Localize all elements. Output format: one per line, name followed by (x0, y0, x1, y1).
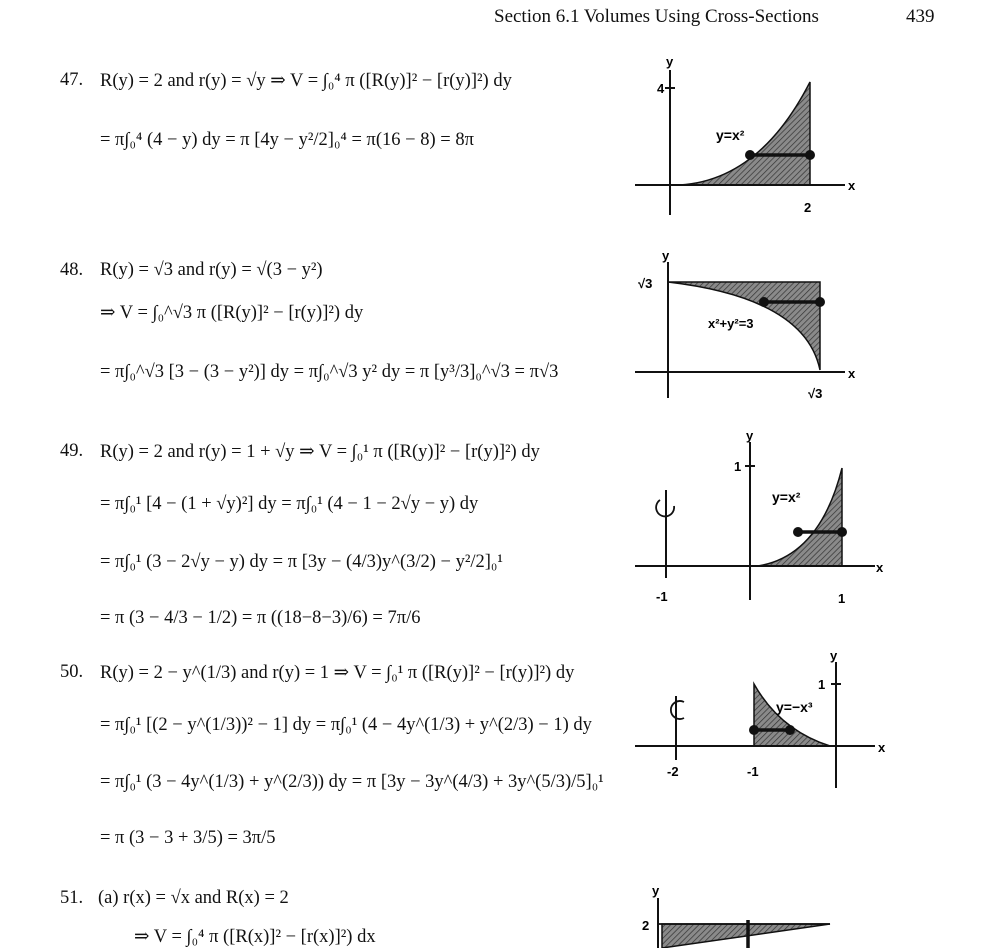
y-axis-label: y (830, 648, 838, 663)
x-tick-label-left: -1 (656, 589, 668, 604)
solution-line: = π (3 − 4/3 − 1/2) = π ((18−8−3)/6) = 7π/6 (100, 608, 421, 628)
y-axis-label: y (652, 883, 660, 898)
x-tick-label: 2 (804, 200, 812, 215)
solution-line: R(y) = 2 and r(y) = 1 + √y ⇒ V = ∫₀¹ π ([R(y)]² − [r(y)]²) dy (100, 442, 540, 462)
solution-line: = π∫₀¹ (3 − 4y^(1/3) + y^(2/3)) dy = π [3y − 3y^(4/3) + 3y^(5/3)/5]₀¹ (100, 772, 604, 792)
problem-number: 51. (60, 888, 84, 908)
page-header (0, 6, 1000, 32)
x-axis-label: x (878, 740, 886, 755)
x-tick-label: 1 (838, 591, 846, 606)
solution-line: ⇒ V = ∫₀⁴ π ([R(x)]² − [r(x)]²) dx (134, 927, 376, 947)
shaded-region (754, 684, 830, 746)
figure-51 (630, 880, 870, 948)
problem-number: 49. (60, 441, 84, 461)
y-tick-label: 1 (734, 459, 742, 474)
y-axis-label: y (666, 54, 674, 69)
x-axis-label: x (848, 366, 856, 381)
solution-line: (a) r(x) = √x and R(x) = 2 (98, 888, 289, 908)
y-axis-label: y (746, 428, 754, 443)
solution-line: = π (3 − 3 + 3/5) = 3π/5 (100, 828, 276, 848)
section-title: Section 6.1 Volumes Using Cross-Sections (494, 6, 819, 27)
solution-line: = π∫₀¹ (3 − 2√y − y) dy = π [3y − (4/3)y^(3/2) − y²/2]₀¹ (100, 552, 503, 572)
solution-line: = π∫₀¹ [4 − (1 + √y)²] dy = π∫₀¹ (4 − 1 − 2√y − y) dy (100, 494, 479, 514)
figure-50 (630, 648, 890, 798)
x-axis-label: x (848, 178, 856, 193)
solution-line: = π∫₀^√3 [3 − (3 − y²)] dy = π∫₀^√3 y² dy = π [y³/3]₀^√3 = π√3 (100, 362, 559, 382)
figure-49 (630, 428, 890, 608)
curve-label: y=x² (772, 489, 801, 505)
x-tick-label: -1 (747, 764, 759, 779)
solution-line: = π∫₀⁴ (4 − y) dy = π [4y − y²/2]₀⁴ = π(16 − 8) = 8π (100, 130, 474, 150)
curve-label: y=x² (716, 127, 745, 143)
y-tick-label: 4 (657, 81, 665, 96)
x-tick-label: √3 (808, 386, 823, 401)
figure-48 (630, 248, 870, 408)
rotation-arrow-icon (671, 701, 684, 719)
solution-line: = π∫₀¹ [(2 − y^(1/3))² − 1] dy = π∫₀¹ (4 − 4y^(1/3) + y^(2/3) − 1) dy (100, 715, 592, 735)
x-tick-label-left: -2 (667, 764, 679, 779)
curve-label: x²+y²=3 (708, 316, 754, 331)
curve-label: y=−x³ (776, 699, 813, 715)
y-tick-label: 1 (818, 677, 826, 692)
shaded-region (758, 468, 842, 566)
problem-number: 50. (60, 662, 84, 682)
page-number: 439 (906, 6, 935, 27)
solution-line: R(y) = 2 − y^(1/3) and r(y) = 1 ⇒ V = ∫₀¹ π ([R(y)]² − [r(y)]²) dy (100, 663, 575, 683)
solution-line: ⇒ V = ∫₀^√3 π ([R(y)]² − [r(y)]²) dy (100, 303, 364, 323)
x-axis-label: x (876, 560, 884, 575)
solution-line: R(y) = √3 and r(y) = √(3 − y²) (100, 260, 323, 280)
shaded-region (662, 924, 830, 948)
problem-number: 48. (60, 260, 84, 280)
y-axis-label: y (662, 248, 670, 263)
solution-line: R(y) = 2 and r(y) = √y ⇒ V = ∫₀⁴ π ([R(y)]² − [r(y)]²) dy (100, 71, 512, 91)
figure-47 (630, 52, 870, 220)
shaded-region (680, 82, 810, 185)
y-tick-label: 2 (642, 918, 650, 933)
y-tick-label: √3 (638, 276, 653, 291)
problem-number: 47. (60, 70, 84, 90)
